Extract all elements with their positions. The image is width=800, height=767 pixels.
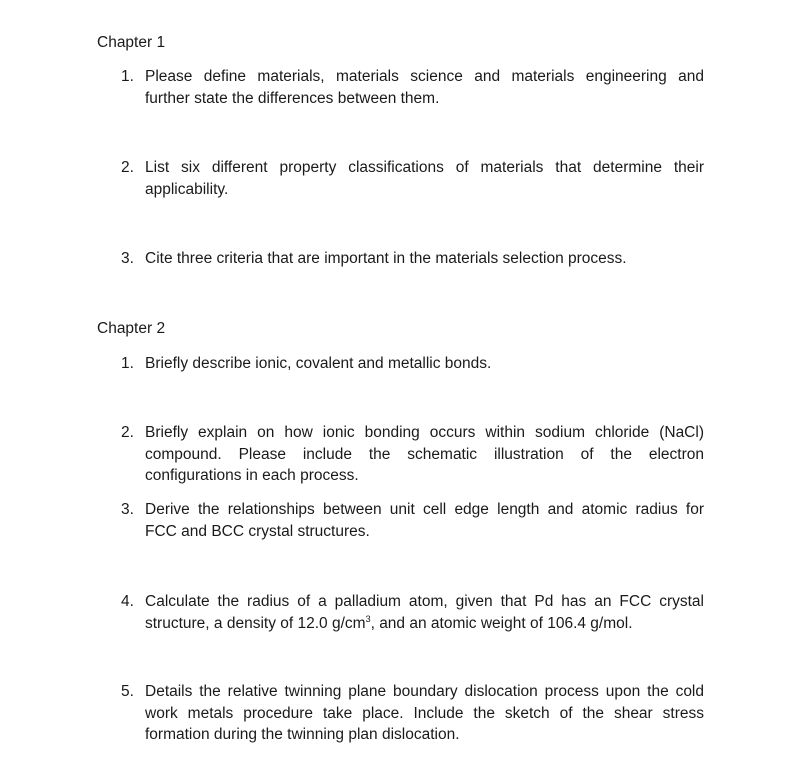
atomic-weight-text: , and an atomic weight of 106.4 g/mol. (370, 614, 633, 632)
question-number: 3. (121, 501, 134, 518)
question-text-line: compound. Please include the schematic illustration of the electron (145, 445, 704, 463)
question-text-line: Briefly explain on how ionic bonding occurs within sodium chloride (NaCl) (145, 424, 704, 441)
question-text-line (145, 613, 704, 635)
chapter-2-question-1 (121, 353, 704, 375)
question-number: 2. (121, 424, 134, 441)
question-number: 5. (121, 683, 134, 700)
chapter-2-question-5 (121, 681, 704, 746)
superscript-exponent: 3 (365, 613, 371, 624)
chapter-2-question-4 (121, 591, 704, 634)
question-number: 2. (121, 159, 134, 176)
question-number: 1. (121, 355, 134, 372)
question-text-line: List six different property classifications of materials that determine their (145, 159, 704, 176)
chapter-1-question-2 (121, 157, 704, 200)
question-number: 1. (121, 68, 134, 85)
question-text-line: Cite three criteria that are important in the materials selection process. (145, 250, 627, 267)
question-text-line: Derive the relationships between unit cell edge length and atomic radius for (145, 501, 704, 518)
chapter-2-question-2 (121, 422, 704, 487)
density-text: structure, a density of 12.0 g/cm (145, 614, 366, 632)
question-text-line: Please define materials, materials science and materials engineering and (145, 68, 704, 85)
question-text-line: Details the relative twinning plane boundary dislocation process upon the cold (145, 683, 704, 700)
chapter-1-question-3 (121, 248, 704, 270)
question-text-line: formation during the twinning plan dislocation. (145, 726, 460, 743)
question-text-line: FCC and BCC crystal structures. (145, 522, 370, 540)
chapter-2-question-3 (121, 499, 704, 542)
question-text-line: work metals procedure take place. Include the sketch of the shear stress (145, 704, 704, 722)
question-number: 3. (121, 250, 134, 267)
question-text-line: Calculate the radius of a palladium atom, given that Pd has an FCC crystal (145, 593, 704, 610)
question-text-line: Briefly describe ionic, covalent and metallic bonds. (145, 355, 492, 372)
question-text-line: further state the differences between them. (145, 89, 440, 107)
chapter-1-heading: Chapter 1 (97, 34, 166, 51)
question-text-line: configurations in each process. (145, 467, 359, 484)
chapter-1-question-1 (121, 66, 704, 109)
chapter-2-heading: Chapter 2 (97, 320, 166, 337)
question-text-line: applicability. (145, 180, 229, 198)
question-number: 4. (121, 593, 134, 610)
